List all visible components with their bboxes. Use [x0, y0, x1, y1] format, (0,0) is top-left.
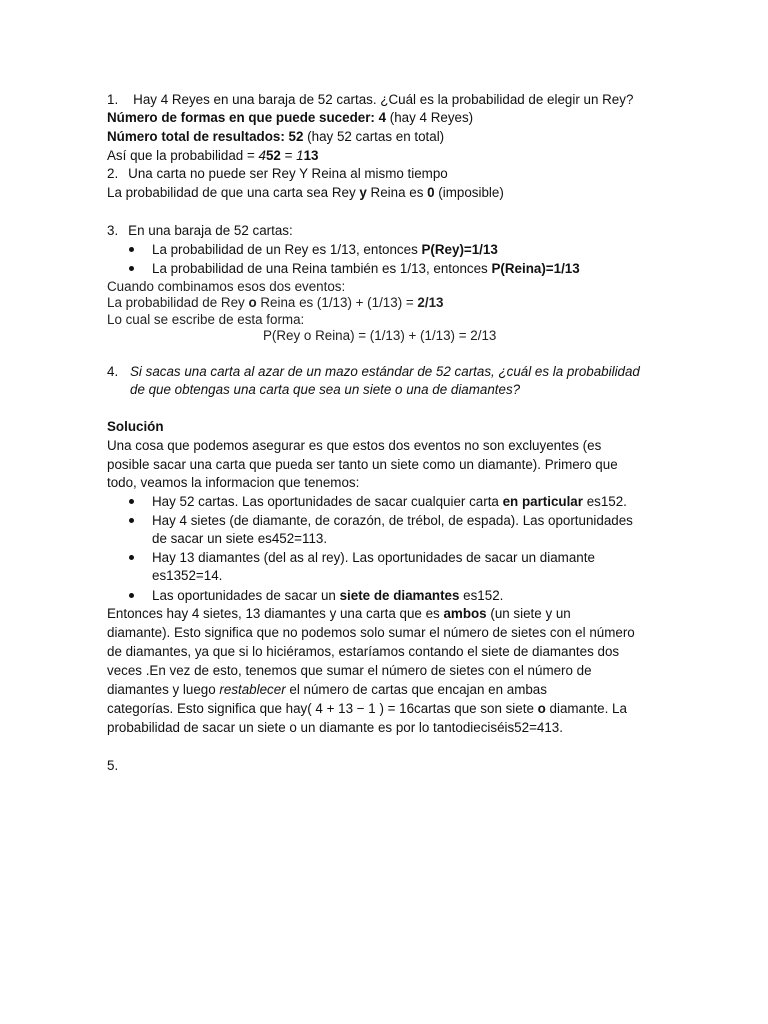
item-1-total: Número total de resultados: 52 (hay 52 cartas en total) — [107, 129, 445, 144]
item-5-number: 5. — [107, 758, 119, 773]
solution-paragraph-line: posible sacar una carta que pueda ser tanto un siete como un diamante). Primero que — [107, 457, 618, 472]
item-3-bullet-queen: La probabilidad de una Reina también es 1/13, entonces P(Reina)=1/13 — [152, 261, 580, 276]
solution-paragraph-line: todo, veamos la informacion que tenemos: — [107, 475, 360, 490]
bullet-dot — [129, 266, 134, 271]
solution-bullet-diamonds-line-2: es1352=14. — [152, 568, 223, 583]
solution-paragraph-line: Una cosa que podemos asegurar es que estos dos eventos no son excluyentes (es — [107, 438, 602, 453]
solution-bullet-seven-of-diamonds: Las oportunidades de sacar un siete de diamantes es152. — [152, 588, 504, 603]
solution-paragraph-line: probabilidad de sacar un siete o un diamante es por lo tantodieciséis52=413. — [107, 720, 563, 735]
solution-paragraph-line: Entonces hay 4 sietes, 13 diamantes y una carta que es ambos (un siete y un — [107, 606, 571, 621]
item-4-number: 4. — [107, 364, 119, 379]
bullet-dot — [129, 247, 134, 252]
bullet-dot — [129, 555, 134, 560]
solution-bullet-52: Hay 52 cartas. Las oportunidades de sacar cualquier carta en particular es152. — [152, 494, 627, 509]
solution-paragraph-line: diamantes y luego restablecer el número de cartas que encajan en ambas — [107, 682, 547, 697]
solution-title: Solución — [107, 419, 164, 434]
item-1-probability: Así que la probabilidad = 452 = 113 — [107, 148, 319, 163]
item-1-number: 1. — [107, 92, 119, 107]
bullet-dot — [129, 499, 134, 504]
solution-paragraph-line: veces .En vez de esto, tenemos que sumar el número de sietes con el número de — [107, 663, 592, 678]
item-2-answer: La probabilidad de que una carta sea Rey y Reina es 0 (imposible) — [107, 185, 504, 200]
item-3-combine: Cuando combinamos esos dos eventos: — [107, 279, 346, 294]
item-3-bullet-king: La probabilidad de un Rey es 1/13, entonces P(Rey)=1/13 — [152, 242, 498, 257]
item-2-question: 2. Una carta no puede ser Rey Y Reina al mismo tiempo — [107, 166, 448, 181]
bullet-dot — [129, 593, 134, 598]
solution-paragraph-line: de diamantes, ya que si lo hiciéramos, estaríamos contando el siete de diamantes dos — [107, 644, 620, 659]
item-1-question: 1. Hay 4 Reyes en una baraja de 52 cartas. ¿Cuál es la probabilidad de elegir un Rey? — [107, 92, 634, 107]
item-3-number: 3. — [107, 223, 119, 238]
solution-bullet-sevens-line-1: Hay 4 sietes (de diamante, de corazón, de trébol, de espada). Las oportunidades — [152, 513, 633, 528]
item-3-question: 3. En una baraja de 52 cartas: — [107, 223, 293, 238]
item-3-written: Lo cual se escribe de esta forma: — [107, 312, 305, 327]
item-3-or-probability: La probabilidad de Rey o Reina es (1/13) + (1/13) = 2/13 — [107, 295, 444, 310]
solution-paragraph-line: diamante). Esto significa que no podemos solo sumar el número de sietes con el número — [107, 625, 635, 640]
item-1-ways: Número de formas en que puede suceder: 4 (hay 4 Reyes) — [107, 110, 474, 125]
solution-paragraph-line: categorías. Esto significa que hay( 4 + 13 − 1 ) = 16cartas que son siete o diamante. La — [107, 701, 627, 716]
solution-bullet-sevens-line-2: de sacar un siete es452=113. — [152, 531, 328, 546]
item-3-formula: P(Rey o Reina) = (1/13) + (1/13) = 2/13 — [263, 328, 497, 343]
solution-bullet-diamonds-line-1: Hay 13 diamantes (del as al rey). Las oportunidades de sacar un diamante — [152, 550, 595, 565]
item-2-number: 2. — [107, 166, 119, 181]
item-4-question-line-1: Si sacas una carta al azar de un mazo estándar de 52 cartas, ¿cuál es la probabilidad — [130, 364, 640, 379]
item-4-question-line-2: de que obtengas una carta que sea un siete o una de diamantes? — [130, 382, 521, 397]
bullet-dot — [129, 518, 134, 523]
